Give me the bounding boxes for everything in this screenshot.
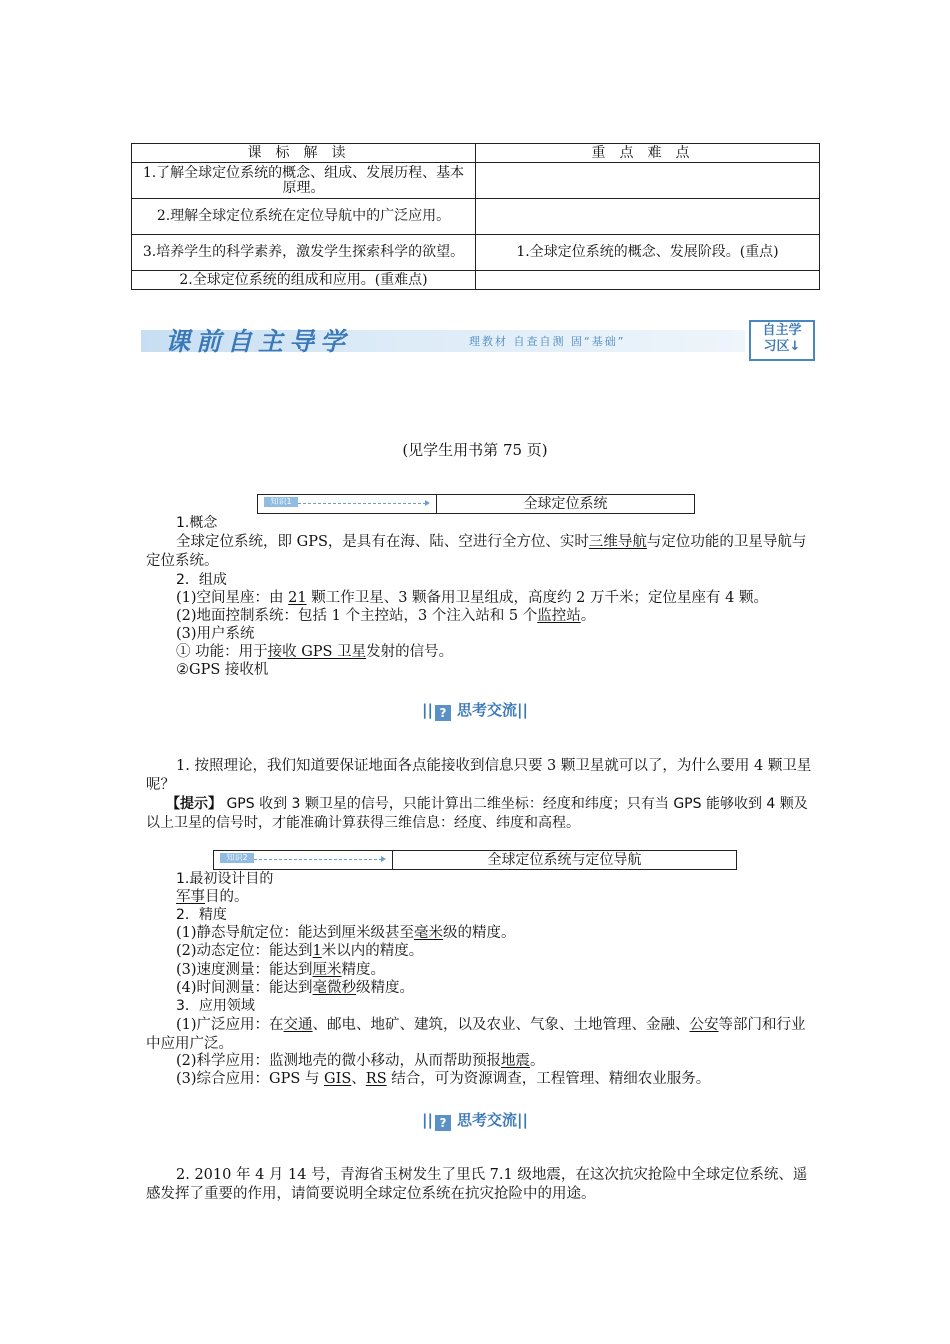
answer-blank: 21 xyxy=(288,590,307,606)
think-label-wrap: || ? 思考交流|| xyxy=(422,1111,528,1130)
think-label: 思考交流 xyxy=(456,1111,517,1129)
table-cell xyxy=(476,199,820,235)
dynamic-positioning xyxy=(176,942,423,961)
table-row xyxy=(132,199,820,235)
text-run: 。 xyxy=(530,1053,545,1069)
static-positioning xyxy=(176,924,516,943)
header-key-points: 重点难点 xyxy=(476,144,820,163)
self-study-badge xyxy=(749,320,815,361)
table-cell: 3.培养学生的科学素养，激发学生探索科学的欲望。 xyxy=(132,235,476,271)
table-cell: 2.理解全球定位系统在定位导航中的广泛应用。 xyxy=(132,199,476,235)
user-function xyxy=(176,643,453,662)
text-run: (1)空间星座：由 xyxy=(176,590,289,606)
text-run: (3)速度测量：能达到 xyxy=(176,962,313,978)
ground-segment xyxy=(176,607,595,626)
knowledge-tag-area xyxy=(258,495,437,513)
hint-label: 【提示】 xyxy=(166,796,222,812)
think-label-wrap: || ? 思考交流|| xyxy=(422,701,528,720)
answer-blank: 监控站 xyxy=(537,608,581,624)
think-question-2: 2. 2010 年 4 月 14 号，青海省玉树发生了里氏 7.1 级地震，在这次抗灾抢险中全球定位系统、遥感发挥了重要的作用，请简要说明全球定位系统在抗灾抢险中的用途。 xyxy=(146,1167,808,1202)
space-segment xyxy=(176,589,768,608)
text-run: 米以内的精度。 xyxy=(321,943,424,959)
wide-application xyxy=(146,1016,812,1054)
reference-note: (见学生用书第 75 页) xyxy=(402,441,548,459)
table-row xyxy=(132,163,820,199)
badge-line-1: 自主学 xyxy=(762,323,802,338)
answer-blank: 军事 xyxy=(176,889,205,905)
answer-blank: 毫米 xyxy=(414,925,444,941)
arrow-icon xyxy=(298,503,426,504)
knowledge-heading: 全球定位系统 xyxy=(523,496,608,512)
text-run: 。 xyxy=(580,608,596,624)
knowledge-heading: 全球定位系统与定位导航 xyxy=(487,852,642,868)
answer-blank: 毫微秒 xyxy=(312,980,357,996)
table-cell: 2.全球定位系统的组成和应用。(重难点) xyxy=(132,271,476,290)
table-row xyxy=(132,271,820,290)
hint-1 xyxy=(146,795,812,833)
table-cell: 1.全球定位系统的概念、发展阶段。(重点) xyxy=(476,235,820,271)
table-cell xyxy=(476,163,820,199)
knowledge-bar-1 xyxy=(257,494,695,514)
text-run: 、邮电、地矿、建筑，以及农业、气象、土地管理、金融、 xyxy=(312,1017,690,1033)
text-run: 、 xyxy=(351,1071,366,1087)
question-icon: ? xyxy=(435,705,451,721)
text-run: 全球定位系统，即 GPS，是具有在海、陆、空进行全方位、实时 xyxy=(176,534,589,550)
think-question-1: 1. 按照理论，我们知道要保证地面各点能接收到信息只要 3 颗卫星就可以了，为什么要用 4 颗卫星呢？ xyxy=(146,758,812,793)
banner-subtitle: 理教材 自查自测 固“基础” xyxy=(469,335,626,348)
answer-blank: GIS xyxy=(324,1071,352,1087)
text-run: (3)综合应用：GPS 与 xyxy=(176,1071,325,1087)
text-run: 颗工作卫星、3 颗备用卫星组成，高度约 2 万千米；定位星座有 4 颗。 xyxy=(306,590,768,606)
purpose-label: 1.最初设计目的 xyxy=(176,871,274,887)
text-run: 级的精度。 xyxy=(443,925,516,941)
table-cell xyxy=(476,271,820,290)
think-exchange-2 xyxy=(0,1109,950,1131)
combined-application xyxy=(176,1070,710,1089)
table-row xyxy=(132,235,820,271)
answer-blank: 接收 GPS 卫星 xyxy=(267,644,367,660)
answer-blank: 公安 xyxy=(689,1017,719,1033)
answer-blank: RS xyxy=(365,1071,387,1087)
text-run: 目的。 xyxy=(205,889,249,905)
time-measurement xyxy=(176,979,414,998)
text-run: 发射的信号。 xyxy=(366,644,454,660)
text-run: ① 功能：用于 xyxy=(176,644,268,660)
composition-label: 2．组成 xyxy=(176,572,227,588)
arrow-icon xyxy=(254,859,382,860)
precision-label: 2．精度 xyxy=(176,907,227,923)
purpose-text xyxy=(176,888,249,907)
application-label: 3．应用领域 xyxy=(176,998,255,1014)
text-run: 等部门和行业中应用广泛。 xyxy=(146,1017,806,1052)
objectives-table xyxy=(131,143,820,290)
text-run: (4)时间测量：能达到 xyxy=(176,980,313,996)
speed-measurement xyxy=(176,961,385,980)
answer-blank: 交通 xyxy=(283,1017,313,1033)
text-run: (1)广泛应用：在 xyxy=(176,1017,284,1033)
hint-text: GPS 收到 3 颗卫星的信号，只能计算出二维坐标：经度和纬度；只有当 GPS 能够收到 4 颗及以上卫星的信号时，才能准确计算获得三维信息：经度、纬度和高程。 xyxy=(146,796,808,831)
text-run: (2)动态定位：能达到 xyxy=(176,943,313,959)
text-run: (2)地面控制系统：包括 1 个主控站，3 个注入站和 5 个 xyxy=(176,608,538,624)
answer-blank: 地震 xyxy=(501,1053,531,1069)
scientific-application xyxy=(176,1052,545,1071)
section-banner xyxy=(141,320,816,358)
think-label: 思考交流 xyxy=(456,701,517,719)
banner-title: 课前自主导学 xyxy=(165,327,352,356)
text-run: (1)静态导航定位：能达到厘米级甚至 xyxy=(176,925,415,941)
badge-line-2: 习区↓ xyxy=(763,339,801,354)
question-icon: ? xyxy=(435,1115,451,1131)
concept-label: 1.概念 xyxy=(176,515,218,531)
knowledge-tag: 知识2 xyxy=(220,853,254,863)
text-run: 结合，可为资源调查，工程管理、精细农业服务。 xyxy=(386,1071,711,1087)
answer-blank: 三维导航 xyxy=(588,534,647,550)
think-exchange-1 xyxy=(0,699,950,721)
knowledge-bar-2 xyxy=(213,850,737,870)
text-run: 级精度。 xyxy=(356,980,415,996)
user-segment: (3)用户系统 xyxy=(176,626,255,642)
table-header-row xyxy=(132,144,820,163)
gps-receiver: ②GPS 接收机 xyxy=(176,662,269,678)
table-cell: 1.了解全球定位系统的概念、组成、发展历程、基本原理。 xyxy=(132,163,476,199)
concept-text xyxy=(146,533,812,571)
answer-blank: 1 xyxy=(312,943,322,959)
text-run: (2)科学应用：监测地壳的微小移动，从而帮助预报 xyxy=(176,1053,502,1069)
text-run: 精度。 xyxy=(341,962,386,978)
answer-blank: 厘米 xyxy=(312,962,342,978)
text-run: 与定位功能的卫星导航与定位系统。 xyxy=(146,534,807,569)
knowledge-tag-area xyxy=(214,851,393,869)
header-curriculum: 课标解读 xyxy=(132,144,476,163)
knowledge-tag: 知识1 xyxy=(264,497,298,507)
